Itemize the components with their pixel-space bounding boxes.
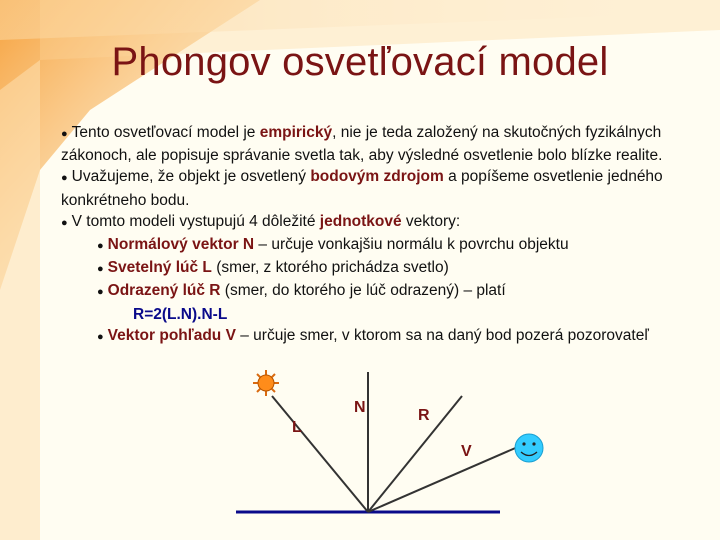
label-n: N (354, 399, 366, 416)
vector-r-line (368, 396, 462, 512)
sun-icon (253, 370, 279, 396)
label-l: L (292, 419, 302, 436)
list-item-reflected: ● Odrazený lúč R (smer, do ktorého je lúč odrazený) – platí (97, 282, 506, 300)
term-bodovy-zdroj: bodovým zdrojom (310, 168, 444, 186)
bullet-icon: ● (97, 330, 104, 343)
bullet-icon: ● (97, 286, 104, 299)
bullet-icon: ● (61, 172, 68, 185)
observer-face-icon (515, 434, 543, 462)
bullet-icon: ● (61, 216, 68, 229)
term-jednotkove: jednotkové (319, 212, 402, 230)
paragraph-empiric: ● Tento osvetľovací model je empirický, nie je teda založený na skutočných fyzikálnych zákonoch, ale popisuje správanie svetla tak, aby výsledné osvetlenie bolo blízke realite. (61, 124, 663, 165)
paragraph-vectors: ● V tomto modeli vystupujú 4 dôležité jednotkové vektory: (61, 212, 461, 230)
reflection-formula: R=2(L.N).N-L (133, 305, 228, 323)
bullet-icon: ● (97, 263, 104, 276)
vector-v-line (368, 446, 520, 512)
paragraph-point-source: ● Uvažujeme, že objekt je osvetlený bodovým zdrojom a popíšeme osvetlenie jedného konkrétneho bodu. (61, 168, 663, 209)
term-empiricky: empirický (259, 124, 333, 141)
bullet-icon: ● (61, 128, 68, 140)
slide-title: Phongov osvetľovací model (111, 40, 609, 84)
label-r: R (418, 407, 430, 424)
label-v: V (461, 443, 472, 460)
list-item-normal: ● Normálový vektor N – určuje vonkajšiu normálu k povrchu objektu (97, 236, 569, 254)
list-item-light: ● Svetelný lúč L (smer, z ktorého prichádza svetlo) (97, 259, 449, 277)
bullet-icon: ● (97, 240, 104, 253)
list-item-view: ● Vektor pohľadu V – určuje smer, v ktorom sa na daný bod pozerá pozorovateľ (97, 326, 649, 344)
